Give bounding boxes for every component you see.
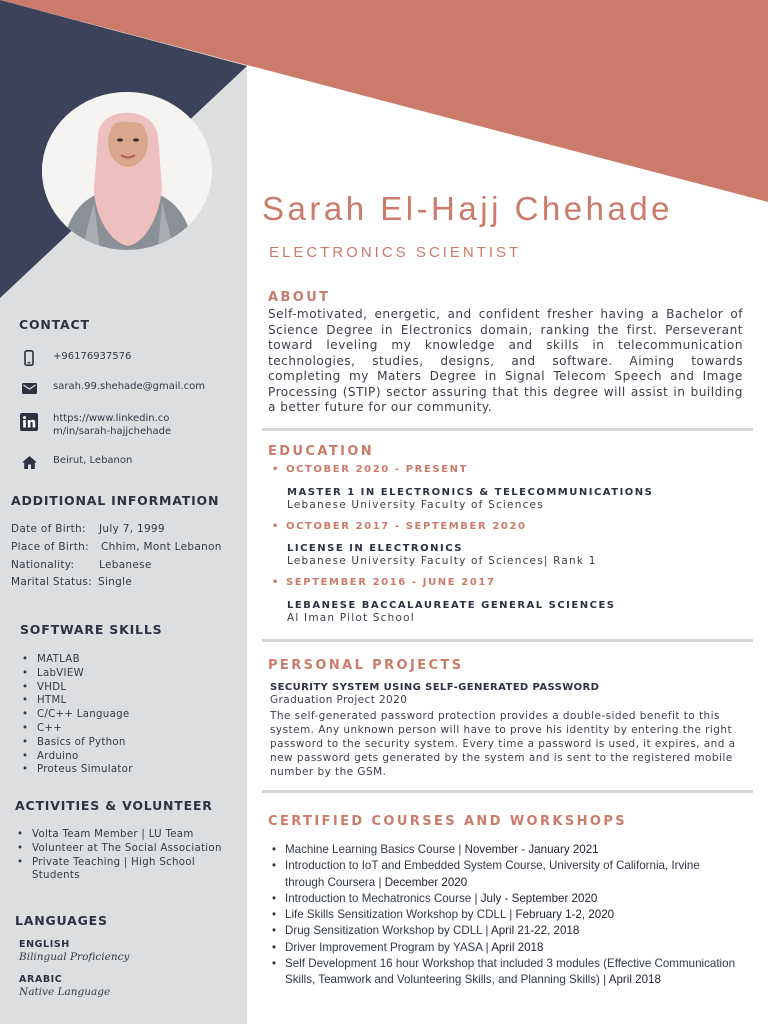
list-item: • MATLAB xyxy=(22,653,133,667)
marital-value: Single xyxy=(98,576,133,588)
list-item: • LabVIEW xyxy=(22,667,133,681)
contact-email xyxy=(20,380,205,396)
marital-label: Marital Status: xyxy=(11,576,93,588)
date-of-birth xyxy=(11,523,165,535)
list-item: • Machine Learning Basics Course | November - January 2021 xyxy=(270,842,740,858)
contact-phone xyxy=(20,350,131,366)
list-item: • Basics of Python xyxy=(22,736,133,750)
list-item: • Drug Sensitization Workshop by CDLL | April 21-22, 2018 xyxy=(270,923,740,939)
language-name: ENGLISH xyxy=(19,939,70,950)
contact-heading: CONTACT xyxy=(19,317,90,332)
list-item: • C/C++ Language xyxy=(22,708,133,722)
language-name: ARABIC xyxy=(19,974,63,985)
about-text: Self-motivated, energetic, and confident fresher having a Bachelor of Science Degree in Electronics domain, ranking the first. Perseverant toward leveling my knowledge and skills in telecommunication technologies, studies, designs, and software. Aiming towards completing my Maters Degree in Signal Telecom Speech and Image Processing (STIP) sector assuring that this degree will assist in building a better future for our community. xyxy=(268,307,743,414)
education-school: Al Iman Pilot School xyxy=(287,612,415,624)
linkedin-icon xyxy=(20,412,38,432)
linkedin-url[interactable] xyxy=(53,412,171,438)
education-school: Lebanese University Faculty of Sciences| Rank 1 xyxy=(287,555,597,567)
pob-value: Chhim, Mont Lebanon xyxy=(101,541,222,553)
job-title: ELECTRONICS SCIENTIST xyxy=(269,244,522,261)
education-date: • OCTOBER 2017 - SEPTEMBER 2020 xyxy=(272,521,527,532)
nationality-value: Lebanese xyxy=(99,559,152,571)
list-item: • Volunteer at The Social Association xyxy=(17,842,222,856)
email-icon xyxy=(20,380,38,396)
language-level: Bilingual Proficiency xyxy=(19,951,130,963)
list-item: • Life Skills Sensitization Workshop by CDLL | February 1-2, 2020 xyxy=(270,907,740,923)
nationality xyxy=(11,559,152,571)
email-address[interactable]: sarah.99.shehade@gmail.com xyxy=(53,381,205,392)
projects-heading: PERSONAL PROJECTS xyxy=(268,658,464,673)
education-date: • OCTOBER 2020 - PRESENT xyxy=(272,464,469,475)
list-item: • Driver Improvement Program by YASA | April 2018 xyxy=(270,940,740,956)
activities-list xyxy=(17,828,222,883)
list-item: • C++ xyxy=(22,722,133,736)
list-item: • Introduction to Mechatronics Course | July - September 2020 xyxy=(270,891,740,907)
education-date: • SEPTEMBER 2016 - JUNE 2017 xyxy=(272,577,496,588)
nationality-label: Nationality: xyxy=(11,559,75,571)
contact-linkedin xyxy=(20,412,171,438)
location: Beirut, Lebanon xyxy=(53,455,133,466)
about-heading: ABOUT xyxy=(268,290,331,305)
language-level: Native Language xyxy=(19,986,111,998)
project-title: SECURITY SYSTEM USING SELF-GENERATED PASSWORD xyxy=(270,682,600,693)
education-school: Lebanese University Faculty of Sciences xyxy=(287,499,544,511)
list-item: • Arduino xyxy=(22,750,133,764)
contact-location xyxy=(20,454,132,470)
phone-icon xyxy=(20,350,38,366)
place-of-birth xyxy=(11,541,222,553)
phone-number[interactable]: +96176937576 xyxy=(53,351,132,362)
software-skills-heading: SOFTWARE SKILLS xyxy=(20,622,163,637)
list-item: • Proteus Simulator xyxy=(22,763,133,777)
courses-list xyxy=(270,842,740,989)
list-item: • Introduction to IoT and Embedded System Course, University of California, Irvine through Coursera | December 2020 xyxy=(270,858,740,891)
software-skills-list xyxy=(22,653,133,777)
section-divider xyxy=(262,639,753,642)
pob-label: Place of Birth: xyxy=(11,541,89,553)
linkedin-url-line-1: https://www.linkedin.co xyxy=(53,413,170,424)
education-degree: LEBANESE BACCALAUREATE GENERAL SCIENCES xyxy=(287,600,616,611)
list-item: • VHDL xyxy=(22,681,133,695)
section-divider xyxy=(262,428,753,431)
linkedin-url-line-2: m/in/sarah-hajjchehade xyxy=(53,426,172,437)
list-item: • Self Development 16 hour Workshop that included 3 modules (Effective Communication Skills, Teamwork and Volunteering Skills, and Planning Skills) | April 2018 xyxy=(270,956,740,989)
marital-status xyxy=(11,576,132,588)
profile-photo xyxy=(42,92,212,250)
project-description: The self-generated password protection provides a double-sided benefit to this system. Any unknown person will have to prove his identity by entering the right password to the security system. Every time a password is used, it expires, and a new password gets generated by the system and is sent to the registered mobile number by the GSM. xyxy=(270,710,736,778)
list-item: • HTML xyxy=(22,694,133,708)
section-divider xyxy=(262,790,753,793)
list-item: • Private Teaching | High School Students xyxy=(17,856,222,884)
home-icon xyxy=(20,454,38,470)
additional-info-heading: ADDITIONAL INFORMATION xyxy=(11,493,220,508)
dob-label: Date of Birth: xyxy=(11,523,86,535)
activities-heading: ACTIVITIES & VOLUNTEER xyxy=(15,798,213,813)
courses-heading: CERTIFIED COURSES AND WORKSHOPS xyxy=(268,814,628,829)
dob-value: July 7, 1999 xyxy=(99,523,165,535)
project-subtitle: Graduation Project 2020 xyxy=(270,694,408,706)
languages-heading: LANGUAGES xyxy=(15,913,108,928)
education-degree: MASTER 1 IN ELECTRONICS & TELECOMMUNICATIONS xyxy=(287,487,654,498)
education-degree: LICENSE IN ELECTRONICS xyxy=(287,543,463,554)
candidate-name: Sarah El-Hajj Chehade xyxy=(262,190,674,227)
list-item: • Volta Team Member | LU Team xyxy=(17,828,222,842)
education-heading: EDUCATION xyxy=(268,444,375,459)
